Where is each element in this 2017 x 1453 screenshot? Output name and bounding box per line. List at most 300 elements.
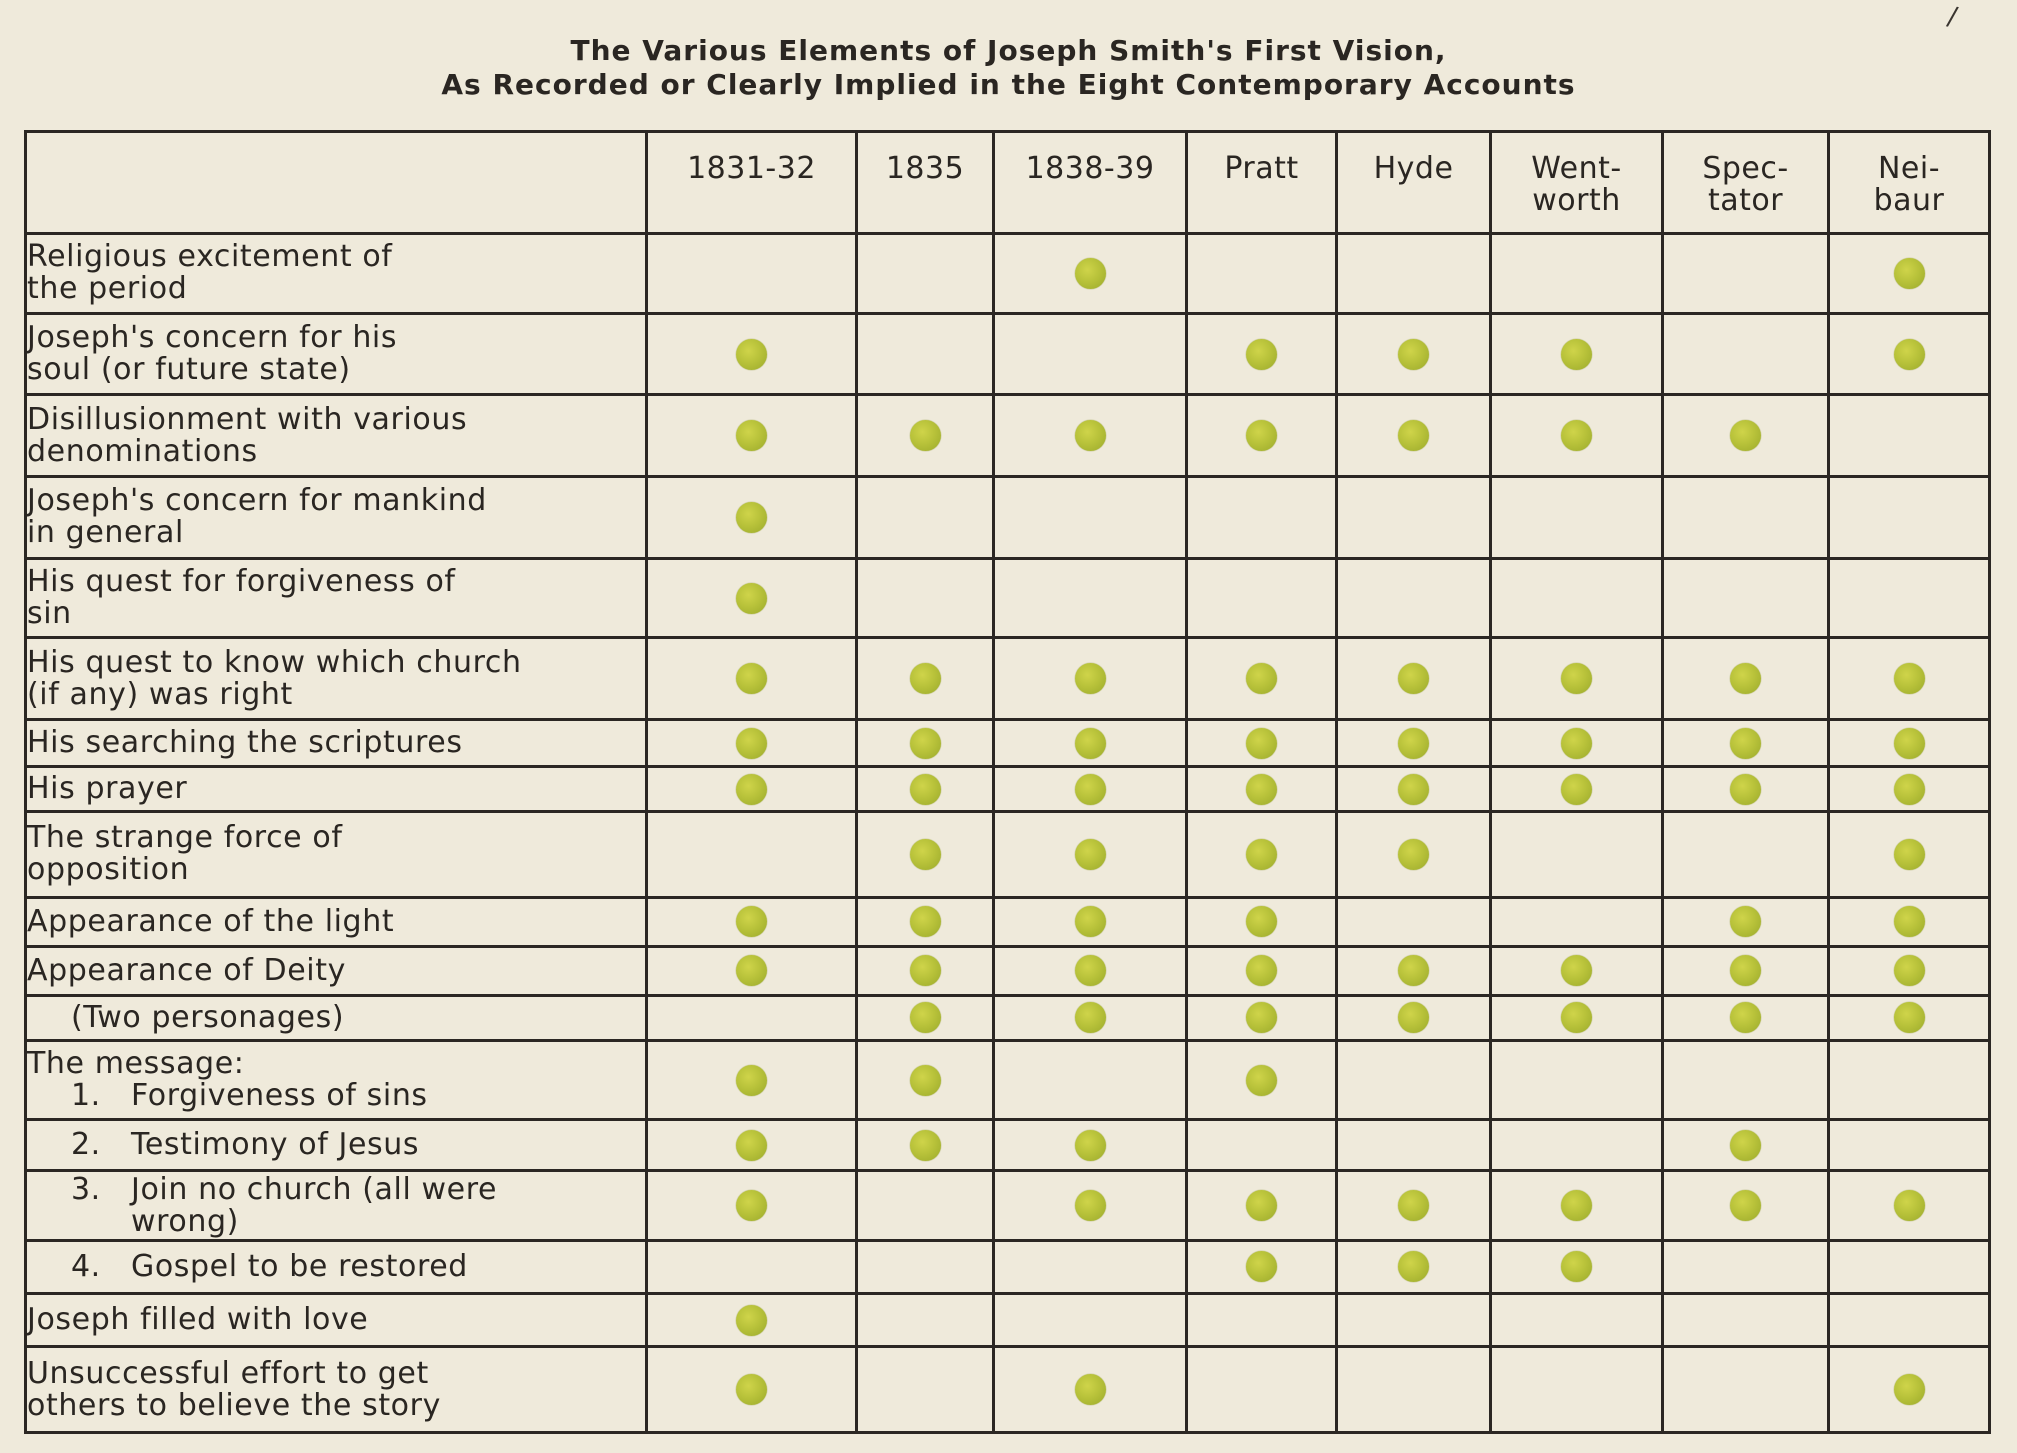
presence-dot-icon	[1561, 663, 1592, 694]
account-cell	[994, 897, 1187, 946]
presence-dot-icon	[736, 1190, 767, 1221]
account-cell	[1337, 946, 1491, 995]
message-item-number: 3.	[71, 1171, 101, 1207]
row-label	[26, 234, 647, 314]
account-cell	[647, 720, 857, 767]
presence-dot-icon	[910, 728, 941, 759]
account-cell	[994, 638, 1187, 720]
presence-dot-icon	[1730, 420, 1761, 451]
presence-dot-icon	[736, 1374, 767, 1405]
row-label-line: The message:	[27, 1046, 245, 1082]
column-header	[1187, 132, 1337, 234]
row-label	[26, 477, 647, 559]
account-cell	[1337, 234, 1491, 314]
corner-mark: /	[1944, 1, 1960, 33]
presence-dot-icon	[736, 339, 767, 370]
account-cell	[1829, 477, 1990, 559]
presence-dot-icon	[1075, 839, 1106, 870]
account-cell	[647, 1240, 857, 1293]
message-item	[27, 1129, 645, 1161]
column-header	[1491, 132, 1663, 234]
table-row	[26, 234, 1990, 314]
account-cell	[647, 558, 857, 638]
account-cell	[1187, 234, 1337, 314]
account-cell	[857, 767, 994, 812]
table-body	[26, 234, 1990, 1433]
presence-dot-icon	[1894, 728, 1925, 759]
row-label	[26, 812, 647, 898]
presence-dot-icon	[1894, 339, 1925, 370]
presence-dot-icon	[910, 1002, 941, 1033]
account-cell	[1337, 897, 1491, 946]
account-cell	[1663, 995, 1829, 1040]
account-cell	[647, 1171, 857, 1240]
presence-dot-icon	[1246, 728, 1277, 759]
presence-dot-icon	[1246, 663, 1277, 694]
account-cell	[1491, 234, 1663, 314]
presence-dot-icon	[1075, 774, 1106, 805]
column-header	[994, 132, 1187, 234]
presence-dot-icon	[736, 955, 767, 986]
presence-dot-icon	[1398, 839, 1429, 870]
account-cell	[1491, 395, 1663, 477]
row-label-line: Joseph filled with love	[27, 1302, 369, 1338]
row-label-line: soul (or future state)	[27, 352, 351, 387]
row-label-line: denominations	[27, 433, 258, 469]
account-cell	[1829, 313, 1990, 395]
account-cell	[857, 313, 994, 395]
account-cell	[1187, 1040, 1337, 1120]
presence-dot-icon	[736, 774, 767, 805]
presence-dot-icon	[1894, 906, 1925, 937]
account-cell	[1491, 638, 1663, 720]
header-corner-cell	[26, 132, 647, 234]
account-cell	[1337, 1120, 1491, 1171]
presence-dot-icon	[1894, 1190, 1925, 1221]
account-cell	[1187, 946, 1337, 995]
row-label-line: others to believe the story	[27, 1387, 441, 1423]
account-cell	[1663, 767, 1829, 812]
column-header-line: Pratt	[1224, 151, 1299, 186]
account-cell	[647, 638, 857, 720]
row-label-line: Joseph's concern for mankind	[27, 483, 487, 519]
account-cell	[1663, 720, 1829, 767]
presence-dot-icon	[1730, 1190, 1761, 1221]
account-cell	[1187, 812, 1337, 898]
presence-dot-icon	[736, 420, 767, 451]
account-cell	[857, 1294, 994, 1347]
presence-dot-icon	[1561, 1190, 1592, 1221]
row-label-line: Unsuccessful effort to get	[27, 1355, 429, 1391]
presence-dot-icon	[736, 1130, 767, 1161]
presence-dot-icon	[1730, 774, 1761, 805]
presence-dot-icon	[1398, 339, 1429, 370]
account-cell	[1187, 1120, 1337, 1171]
account-cell	[647, 767, 857, 812]
account-cell	[994, 1347, 1187, 1433]
presence-dot-icon	[736, 663, 767, 694]
column-header-line: worth	[1532, 183, 1621, 218]
presence-dot-icon	[1894, 839, 1925, 870]
row-label	[26, 395, 647, 477]
table-row	[26, 558, 1990, 638]
account-cell	[857, 1347, 994, 1433]
table-row	[26, 720, 1990, 767]
presence-dot-icon	[1894, 1002, 1925, 1033]
account-cell	[1491, 946, 1663, 995]
presence-dot-icon	[1730, 1130, 1761, 1161]
account-cell	[1491, 477, 1663, 559]
presence-dot-icon	[1246, 774, 1277, 805]
table-row	[26, 1347, 1990, 1433]
account-cell	[1663, 1040, 1829, 1120]
header-row	[26, 132, 1990, 234]
message-item-text: Testimony of Jesus	[131, 1127, 420, 1163]
account-cell	[1187, 995, 1337, 1040]
account-cell	[1829, 1294, 1990, 1347]
account-cell	[1491, 1040, 1663, 1120]
account-cell	[1829, 812, 1990, 898]
account-cell	[1663, 946, 1829, 995]
account-cell	[647, 313, 857, 395]
row-label	[26, 1347, 647, 1433]
presence-dot-icon	[1075, 1190, 1106, 1221]
presence-dot-icon	[910, 1130, 941, 1161]
account-cell	[857, 720, 994, 767]
account-cell	[994, 558, 1187, 638]
row-label	[26, 1040, 647, 1120]
table-row	[26, 995, 1990, 1040]
account-cell	[647, 1040, 857, 1120]
account-cell	[1663, 234, 1829, 314]
account-cell	[1829, 1347, 1990, 1433]
row-label	[26, 767, 647, 812]
row-label-line: His quest to know which church	[27, 644, 522, 680]
presence-dot-icon	[1246, 420, 1277, 451]
account-cell	[1491, 1294, 1663, 1347]
account-cell	[994, 1171, 1187, 1240]
presence-dot-icon	[1075, 1002, 1106, 1033]
account-cell	[1829, 720, 1990, 767]
row-label-line: sin	[27, 596, 72, 632]
row-label-line: (Two personages)	[71, 999, 345, 1035]
account-cell	[1491, 995, 1663, 1040]
column-header	[1337, 132, 1491, 234]
account-cell	[647, 897, 857, 946]
presence-dot-icon	[910, 906, 941, 937]
presence-dot-icon	[1561, 420, 1592, 451]
account-cell	[857, 558, 994, 638]
column-header	[1663, 132, 1829, 234]
account-cell	[1663, 395, 1829, 477]
row-label	[26, 558, 647, 638]
presence-dot-icon	[736, 502, 767, 533]
account-cell	[1829, 995, 1990, 1040]
account-cell	[857, 638, 994, 720]
account-cell	[1187, 1347, 1337, 1433]
table-row	[26, 638, 1990, 720]
presence-dot-icon	[1894, 774, 1925, 805]
presence-dot-icon	[1075, 728, 1106, 759]
account-cell	[1491, 897, 1663, 946]
presence-dot-icon	[1075, 1130, 1106, 1161]
presence-dot-icon	[910, 955, 941, 986]
account-cell	[1337, 1240, 1491, 1293]
message-item	[27, 1203, 645, 1239]
column-header	[647, 132, 857, 234]
presence-dot-icon	[736, 1305, 767, 1336]
account-cell	[994, 1120, 1187, 1171]
account-cell	[857, 897, 994, 946]
table-row	[26, 1120, 1990, 1171]
account-cell	[994, 313, 1187, 395]
presence-dot-icon	[1561, 1002, 1592, 1033]
message-item	[27, 1248, 645, 1284]
account-cell	[857, 1040, 994, 1120]
column-header-line: Went-	[1531, 151, 1622, 186]
row-label-line: Disillusionment with various	[27, 401, 468, 437]
account-cell	[1187, 477, 1337, 559]
account-cell	[994, 234, 1187, 314]
account-cell	[1187, 1240, 1337, 1293]
account-cell	[1491, 558, 1663, 638]
message-item-text: wrong)	[131, 1203, 239, 1239]
row-label-line: (if any) was right	[27, 676, 293, 712]
presence-dot-icon	[1398, 663, 1429, 694]
title-line-2: As Recorded or Clearly Implied in the Eight Contemporary Accounts	[441, 68, 1576, 101]
account-cell	[1491, 313, 1663, 395]
row-label	[26, 1171, 647, 1240]
column-header	[857, 132, 994, 234]
account-cell	[1663, 812, 1829, 898]
row-label-line: His quest for forgiveness of	[27, 564, 456, 600]
row-label-line: His prayer	[27, 771, 188, 807]
presence-dot-icon	[1246, 955, 1277, 986]
presence-dot-icon	[1246, 1065, 1277, 1096]
row-label	[26, 1120, 647, 1171]
table-row	[26, 812, 1990, 898]
column-header-line: Nei-	[1877, 151, 1941, 186]
account-cell	[1337, 477, 1491, 559]
row-label-line: His searching the scriptures	[27, 725, 463, 761]
table-row	[26, 1294, 1990, 1347]
account-cell	[1663, 477, 1829, 559]
presence-dot-icon	[1246, 1002, 1277, 1033]
account-cell	[1337, 638, 1491, 720]
presence-dot-icon	[1894, 258, 1925, 289]
presence-dot-icon	[1398, 1002, 1429, 1033]
presence-dot-icon	[1246, 839, 1277, 870]
presence-dot-icon	[1561, 728, 1592, 759]
column-header-line: baur	[1873, 183, 1945, 218]
presence-dot-icon	[736, 728, 767, 759]
account-cell	[1337, 558, 1491, 638]
account-cell	[1663, 313, 1829, 395]
row-label-line: The strange force of	[27, 820, 343, 856]
presence-dot-icon	[736, 583, 767, 614]
presence-dot-icon	[1561, 955, 1592, 986]
account-cell	[1337, 313, 1491, 395]
account-cell	[1829, 1171, 1990, 1240]
presence-dot-icon	[910, 420, 941, 451]
presence-dot-icon	[910, 839, 941, 870]
table-row	[26, 313, 1990, 395]
table-row	[26, 897, 1990, 946]
row-label	[26, 897, 647, 946]
column-header	[1829, 132, 1990, 234]
presence-dot-icon	[1398, 728, 1429, 759]
account-cell	[1829, 946, 1990, 995]
presence-dot-icon	[1246, 1190, 1277, 1221]
row-label	[26, 313, 647, 395]
account-cell	[1187, 767, 1337, 812]
account-cell	[1337, 720, 1491, 767]
column-header-line: tator	[1707, 183, 1784, 218]
account-cell	[1337, 395, 1491, 477]
account-cell	[1663, 558, 1829, 638]
account-cell	[857, 946, 994, 995]
account-cell	[1663, 1294, 1829, 1347]
presence-dot-icon	[1398, 420, 1429, 451]
presence-dot-icon	[736, 1065, 767, 1096]
presence-dot-icon	[1894, 663, 1925, 694]
account-cell	[1187, 897, 1337, 946]
account-cell	[647, 812, 857, 898]
presence-dot-icon	[1730, 728, 1761, 759]
presence-dot-icon	[736, 906, 767, 937]
account-cell	[1187, 558, 1337, 638]
table-row	[26, 946, 1990, 995]
page-title	[0, 34, 2017, 102]
account-cell	[1187, 1171, 1337, 1240]
account-cell	[1187, 720, 1337, 767]
column-header-line: Hyde	[1373, 151, 1454, 186]
account-cell	[647, 234, 857, 314]
message-item-text: Join no church (all were	[131, 1171, 498, 1207]
table-row	[26, 1171, 1990, 1240]
table-row	[26, 1040, 1990, 1120]
account-cell	[1829, 234, 1990, 314]
presence-dot-icon	[1730, 663, 1761, 694]
account-cell	[994, 395, 1187, 477]
presence-dot-icon	[1730, 906, 1761, 937]
presence-dot-icon	[1730, 1002, 1761, 1033]
account-cell	[1337, 1040, 1491, 1120]
table-row	[26, 395, 1990, 477]
account-cell	[1337, 767, 1491, 812]
account-cell	[1829, 558, 1990, 638]
presence-dot-icon	[910, 1065, 941, 1096]
account-cell	[1491, 767, 1663, 812]
account-cell	[857, 995, 994, 1040]
account-cell	[857, 1120, 994, 1171]
account-cell	[647, 1347, 857, 1433]
account-cell	[1187, 395, 1337, 477]
account-cell	[1829, 1240, 1990, 1293]
row-label	[26, 720, 647, 767]
account-cell	[857, 477, 994, 559]
account-cell	[1337, 1347, 1491, 1433]
account-cell	[1663, 638, 1829, 720]
account-cell	[1187, 1294, 1337, 1347]
account-cell	[647, 1294, 857, 1347]
account-cell	[1491, 1120, 1663, 1171]
presence-dot-icon	[1398, 774, 1429, 805]
presence-dot-icon	[1398, 1251, 1429, 1282]
account-cell	[1491, 720, 1663, 767]
message-item	[27, 1080, 645, 1112]
presence-dot-icon	[1894, 1374, 1925, 1405]
table-row	[26, 1240, 1990, 1293]
presence-dot-icon	[1075, 955, 1106, 986]
row-label	[26, 946, 647, 995]
presence-dot-icon	[1246, 339, 1277, 370]
account-cell	[1187, 313, 1337, 395]
account-cell	[1829, 767, 1990, 812]
account-cell	[1663, 897, 1829, 946]
message-item	[27, 1171, 645, 1207]
presence-dot-icon	[1561, 339, 1592, 370]
account-cell	[994, 812, 1187, 898]
table-row	[26, 767, 1990, 812]
presence-dot-icon	[1561, 774, 1592, 805]
row-label-line: Joseph's concern for his	[27, 320, 398, 355]
account-cell	[1491, 1240, 1663, 1293]
account-cell	[647, 1120, 857, 1171]
presence-dot-icon	[910, 663, 941, 694]
account-cell	[1187, 638, 1337, 720]
account-cell	[1337, 812, 1491, 898]
account-cell	[1829, 897, 1990, 946]
row-label-line: Religious excitement of	[27, 239, 393, 275]
presence-dot-icon	[1075, 1374, 1106, 1405]
presence-dot-icon	[1075, 258, 1106, 289]
presence-dot-icon	[1894, 955, 1925, 986]
account-cell	[857, 1240, 994, 1293]
presence-dot-icon	[1075, 420, 1106, 451]
account-cell	[857, 234, 994, 314]
account-cell	[857, 812, 994, 898]
message-item-number: 4.	[71, 1248, 101, 1284]
account-cell	[1337, 995, 1491, 1040]
account-cell	[647, 395, 857, 477]
account-cell	[1663, 1120, 1829, 1171]
account-cell	[647, 477, 857, 559]
account-cell	[1663, 1347, 1829, 1433]
account-cell	[857, 395, 994, 477]
presence-dot-icon	[1075, 663, 1106, 694]
account-cell	[647, 946, 857, 995]
account-cell	[1337, 1171, 1491, 1240]
row-label	[26, 1240, 647, 1293]
account-cell	[1829, 638, 1990, 720]
account-cell	[994, 1040, 1187, 1120]
vision-elements-table	[24, 130, 1991, 1434]
account-cell	[1663, 1240, 1829, 1293]
column-header-line: 1838-39	[1025, 151, 1155, 186]
presence-dot-icon	[1246, 906, 1277, 937]
account-cell	[1491, 812, 1663, 898]
row-label	[26, 1294, 647, 1347]
row-label-line: the period	[27, 271, 188, 307]
account-cell	[994, 767, 1187, 812]
presence-dot-icon	[1398, 955, 1429, 986]
row-label-line: Appearance of the light	[27, 903, 395, 939]
account-cell	[647, 995, 857, 1040]
account-cell	[1491, 1171, 1663, 1240]
message-item-text: Gospel to be restored	[131, 1248, 468, 1284]
column-header-line: 1835	[885, 151, 965, 186]
